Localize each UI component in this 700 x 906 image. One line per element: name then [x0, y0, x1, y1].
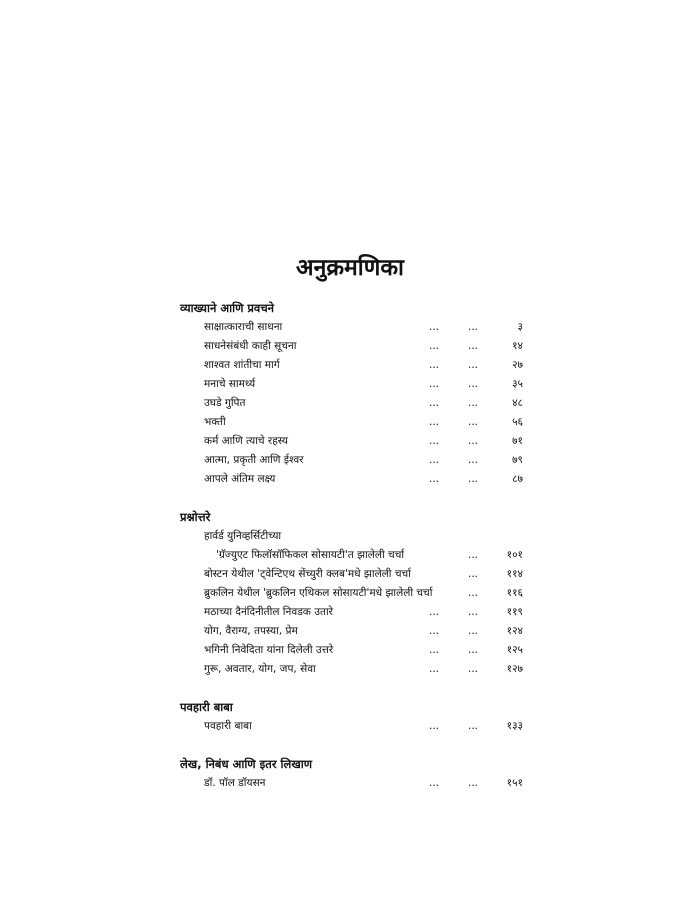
leader-dots: ...: [429, 606, 440, 618]
section-heading: प्रश्नोत्तरे: [180, 510, 211, 524]
entry-title: भक्ती: [204, 416, 226, 428]
leader-dots: ...: [429, 473, 440, 485]
entry-title: गुरू, अवतार, योग, जप, सेवा: [204, 663, 316, 675]
entry-title: मठाच्या दैनंदिनीतील निवडक उतारे: [204, 606, 333, 618]
entry-page: ७१: [512, 435, 523, 447]
toc-entry[interactable]: [180, 603, 525, 622]
leader-dots: ...: [429, 777, 440, 789]
entry-page: १०१: [506, 549, 523, 561]
leader-dots: ...: [468, 435, 479, 447]
toc-entry[interactable]: [180, 774, 525, 793]
leader-dots: ...: [468, 378, 479, 390]
leader-dots: ...: [468, 416, 479, 428]
entry-title: हार्वर्ड युनिव्हर्सिटीच्या: [204, 530, 282, 542]
entry-page: ७९: [512, 454, 523, 466]
entry-title: ब्रुकलिन येथील 'ब्रुकलिन एथिकल सोसायटी'मधे झालेली चर्चा: [204, 587, 433, 599]
entry-page: ८७: [512, 473, 523, 485]
toc-entry[interactable]: [180, 622, 525, 641]
toc-entry[interactable]: [180, 641, 525, 660]
entry-page: २७: [512, 359, 523, 371]
entry-page: ४८: [512, 397, 523, 409]
leader-dots: ...: [429, 340, 440, 352]
leader-dots: ...: [468, 663, 479, 675]
toc-entry[interactable]: [180, 584, 525, 603]
entry-page: ३: [517, 321, 523, 333]
leader-dots: ...: [468, 568, 479, 580]
leader-dots: ...: [429, 435, 440, 447]
entry-title: डॉ. पॉल डॉयसन: [204, 777, 266, 789]
leader-dots: ...: [429, 720, 440, 732]
toc-entry[interactable]: [180, 356, 525, 375]
entry-title: योग, वैराग्य, तपस्या, प्रेम: [204, 625, 298, 637]
entry-page: १२४: [506, 625, 523, 637]
leader-dots: ...: [429, 378, 440, 390]
entry-title: कर्म आणि त्याचे रहस्य: [204, 435, 288, 447]
entry-title: मनाचे सामर्थ्य: [204, 378, 256, 390]
entry-page: १५१: [506, 777, 523, 789]
entry-page: १४: [512, 340, 523, 352]
section-heading: पवहारी बाबा: [180, 700, 233, 714]
toc-entry[interactable]: [180, 375, 525, 394]
leader-dots: ...: [468, 625, 479, 637]
entry-page: ३५: [512, 378, 523, 390]
table-of-contents: [180, 298, 525, 793]
entry-title: आत्मा, प्रकृती आणि ईश्वर: [204, 454, 304, 466]
entry-page: ११९: [506, 606, 523, 618]
toc-entry[interactable]: [180, 318, 525, 337]
toc-entry: [180, 527, 525, 546]
toc-entry[interactable]: [180, 432, 525, 451]
entry-title: आपले अंतिम लक्ष्य: [204, 473, 276, 485]
toc-entry[interactable]: [180, 337, 525, 356]
section-heading: व्याख्याने आणि प्रवचने: [180, 301, 275, 315]
leader-dots: ...: [429, 397, 440, 409]
toc-entry[interactable]: [180, 413, 525, 432]
entry-page: १२७: [506, 663, 523, 675]
leader-dots: ...: [429, 321, 440, 333]
entry-page: १२५: [506, 644, 523, 656]
leader-dots: ...: [429, 663, 440, 675]
entry-page: ५६: [512, 416, 523, 428]
toc-entry[interactable]: [180, 470, 525, 489]
entry-title: साक्षात्काराची साधना: [204, 321, 283, 333]
toc-entry[interactable]: [180, 565, 525, 584]
toc-entry[interactable]: [180, 660, 525, 679]
entry-page: ११४: [506, 568, 523, 580]
leader-dots: ...: [468, 777, 479, 789]
toc-entry[interactable]: [180, 451, 525, 470]
entry-title: 'ग्रॅज्युएट फिलॉसॉफिकल सोसायटी'त झालेली चर्चा: [216, 549, 405, 561]
leader-dots: ...: [468, 473, 479, 485]
leader-dots: ...: [468, 359, 479, 371]
leader-dots: ...: [468, 644, 479, 656]
entry-title: साधनेसंबंधी काही सूचना: [204, 340, 297, 352]
entry-title: भगिनी निवेदिता यांना दिलेली उत्तरे: [204, 644, 334, 656]
page-title: अनुक्रमणिका: [296, 255, 404, 281]
leader-dots: ...: [429, 416, 440, 428]
entry-page: ११६: [506, 587, 523, 599]
leader-dots: ...: [429, 359, 440, 371]
toc-entry[interactable]: [180, 546, 525, 565]
section-heading: लेख, निबंध आणि इतर लिखाण: [180, 757, 313, 771]
entry-page: १३३: [506, 720, 523, 732]
leader-dots: ...: [468, 321, 479, 333]
leader-dots: ...: [468, 397, 479, 409]
entry-title: पवहारी बाबा: [204, 720, 252, 732]
leader-dots: ...: [468, 340, 479, 352]
leader-dots: ...: [429, 454, 440, 466]
leader-dots: ...: [468, 720, 479, 732]
leader-dots: ...: [468, 549, 479, 561]
leader-dots: ...: [429, 644, 440, 656]
leader-dots: ...: [468, 606, 479, 618]
toc-entry[interactable]: [180, 717, 525, 736]
leader-dots: ...: [468, 587, 479, 599]
entry-title: उघडे गुपित: [204, 397, 246, 409]
entry-title: बोस्टन येथील 'ट्वेन्टिएथ सेंच्युरी क्लब'मधे झालेली चर्चा: [204, 568, 411, 580]
leader-dots: ...: [468, 454, 479, 466]
leader-dots: ...: [429, 625, 440, 637]
toc-entry[interactable]: [180, 394, 525, 413]
entry-title: शाश्वत शांतीचा मार्ग: [204, 359, 280, 371]
